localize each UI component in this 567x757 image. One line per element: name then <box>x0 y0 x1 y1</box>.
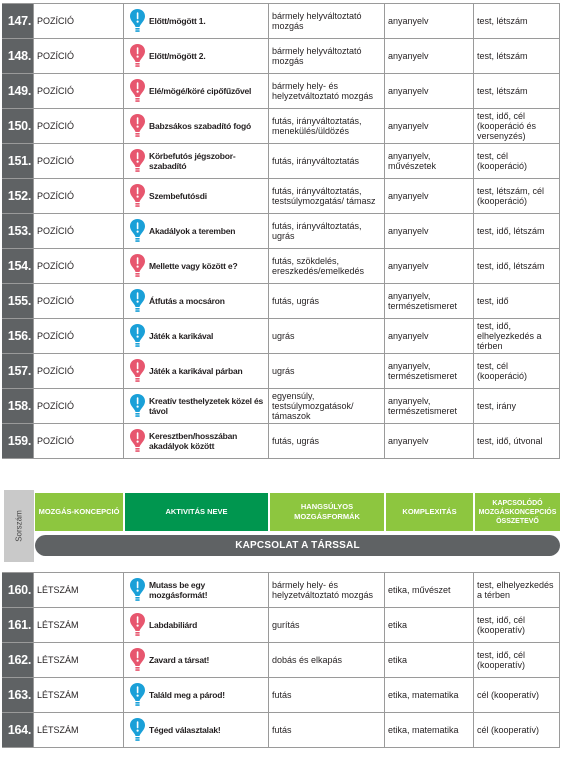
row-movement: bármely hely- és helyzetváltoztató mozgás <box>268 74 384 108</box>
row-number: 163. <box>2 678 33 712</box>
row-complexity: etika <box>384 643 473 677</box>
row-number: 148. <box>2 39 33 73</box>
table-row <box>2 354 560 389</box>
row-activity <box>123 573 268 607</box>
table-row <box>2 643 560 678</box>
row-activity <box>123 608 268 642</box>
row-complexity: anyanyelv <box>384 319 473 353</box>
row-movement: bármely helyváltoztató mozgás <box>268 39 384 73</box>
row-number: 152. <box>2 179 33 213</box>
activity-name: Kreatív testhelyzetek közel és távol <box>149 396 264 416</box>
row-goal: test, idő, cél (kooperatív) <box>473 608 560 642</box>
row-activity <box>123 74 268 108</box>
row-concept: POZÍCIÓ <box>33 109 123 143</box>
row-complexity: anyanyelv <box>384 179 473 213</box>
lightbulb-pink-icon <box>128 43 146 69</box>
row-complexity: etika <box>384 608 473 642</box>
row-movement: futás <box>268 713 384 747</box>
row-activity <box>123 4 268 38</box>
row-complexity: etika, matematika <box>384 713 473 747</box>
row-movement: ugrás <box>268 354 384 388</box>
table-row <box>2 144 560 179</box>
table-row <box>2 713 560 748</box>
lightbulb-pink-icon <box>128 78 146 104</box>
lightbulb-pink-icon <box>128 612 146 638</box>
row-complexity: anyanyelv <box>384 4 473 38</box>
row-movement: futás, szökdelés, ereszkedés/emelkedés <box>268 249 384 283</box>
table-row <box>2 678 560 713</box>
row-activity <box>123 319 268 353</box>
section-title-bar: KAPCSOLAT A TÁRSSAL <box>35 535 560 556</box>
row-complexity: etika, matematika <box>384 678 473 712</box>
row-activity <box>123 354 268 388</box>
activity-name: Mellette vagy között e? <box>149 261 238 271</box>
row-concept: POZÍCIÓ <box>33 319 123 353</box>
row-complexity: anyanyelv <box>384 249 473 283</box>
row-goal: test, idő, cél (kooperatív) <box>473 643 560 677</box>
row-goal: test, idő, elhelyezkedés a térben <box>473 319 560 353</box>
row-goal: cél (kooperatív) <box>473 713 560 747</box>
row-goal: cél (kooperatív) <box>473 678 560 712</box>
row-activity <box>123 284 268 318</box>
row-activity <box>123 179 268 213</box>
row-number: 158. <box>2 389 33 423</box>
row-movement: bármely hely- és helyzetváltoztató mozgás <box>268 573 384 607</box>
row-number: 150. <box>2 109 33 143</box>
row-activity <box>123 109 268 143</box>
activity-name: Szembefutósdi <box>149 191 207 201</box>
lightbulb-blue-icon <box>128 393 146 419</box>
row-goal: test, elhelyezkedés a térben <box>473 573 560 607</box>
sorszam-label: Sorszám <box>14 510 24 542</box>
lightbulb-pink-icon <box>128 647 146 673</box>
row-goal: test, irány <box>473 389 560 423</box>
row-number: 164. <box>2 713 33 747</box>
row-concept: LÉTSZÁM <box>33 643 123 677</box>
activity-name: Találd meg a párod! <box>149 690 225 700</box>
row-concept: LÉTSZÁM <box>33 678 123 712</box>
row-concept: LÉTSZÁM <box>33 573 123 607</box>
row-concept: POZÍCIÓ <box>33 144 123 178</box>
row-complexity: anyanyelv <box>384 424 473 458</box>
row-movement: bármely helyváltoztató mozgás <box>268 4 384 38</box>
activity-name: Mutass be egy mozgásformát! <box>149 580 208 600</box>
table-row <box>2 179 560 214</box>
row-complexity: anyanyelv <box>384 39 473 73</box>
table-row <box>2 424 560 459</box>
table-row <box>2 389 560 424</box>
table-row <box>2 4 560 39</box>
row-number: 149. <box>2 74 33 108</box>
row-movement: futás <box>268 678 384 712</box>
row-concept: POZÍCIÓ <box>33 284 123 318</box>
table-row <box>2 109 560 144</box>
header-movement: HANGSÚLYOS MOZGÁSFORMÁK <box>270 493 386 531</box>
row-complexity: anyanyelv <box>384 109 473 143</box>
activity-name: Előtt/mögött 1. <box>149 16 206 26</box>
row-number: 160. <box>2 573 33 607</box>
row-concept: POZÍCIÓ <box>33 354 123 388</box>
lightbulb-pink-icon <box>128 183 146 209</box>
row-number: 153. <box>2 214 33 248</box>
lightbulb-blue-icon <box>128 717 146 743</box>
lightbulb-pink-icon <box>128 148 146 174</box>
row-movement: futás, ugrás <box>268 424 384 458</box>
table-row <box>2 284 560 319</box>
table-row <box>2 319 560 354</box>
header-goal: KAPCSOLÓDÓ MOZGÁSKONCEPCIÓS ÖSSZETEVŐ <box>475 493 560 531</box>
row-movement: futás, irányváltoztatás <box>268 144 384 178</box>
row-movement: egyensúly, testsúlymozgatások/ támaszok <box>268 389 384 423</box>
row-movement: ugrás <box>268 319 384 353</box>
row-activity <box>123 389 268 423</box>
row-activity <box>123 424 268 458</box>
row-number: 151. <box>2 144 33 178</box>
row-complexity: anyanyelv, természetismeret <box>384 389 473 423</box>
header-complexity: KOMPLEXITÁS <box>386 493 475 531</box>
activity-name: Körbefutós jégszobor-szabadító <box>149 151 236 171</box>
table-row <box>2 573 560 608</box>
row-concept: POZÍCIÓ <box>33 179 123 213</box>
activity-table-bottom <box>2 572 560 748</box>
row-goal: test, idő, útvonal <box>473 424 560 458</box>
table-row <box>2 39 560 74</box>
activity-name: Babzsákos szabadító fogó <box>149 121 251 131</box>
row-number: 159. <box>2 424 33 458</box>
activity-table-top <box>2 3 560 459</box>
row-number: 161. <box>2 608 33 642</box>
table-row <box>2 74 560 109</box>
row-movement: gurítás <box>268 608 384 642</box>
table-row <box>2 214 560 249</box>
lightbulb-blue-icon <box>128 218 146 244</box>
row-movement: futás, irányváltoztatás, testsúlymozgatás/ támasz <box>268 179 384 213</box>
row-concept: POZÍCIÓ <box>33 389 123 423</box>
header-activity: AKTIVITÁS NEVE <box>125 493 270 531</box>
table-row <box>2 249 560 284</box>
row-movement: futás, ugrás <box>268 284 384 318</box>
row-goal: test, idő, cél (kooperáció és versenyzés) <box>473 109 560 143</box>
lightbulb-pink-icon <box>128 358 146 384</box>
row-number: 162. <box>2 643 33 677</box>
row-number: 156. <box>2 319 33 353</box>
row-goal: test, létszám <box>473 39 560 73</box>
lightbulb-blue-icon <box>128 577 146 603</box>
row-activity <box>123 678 268 712</box>
lightbulb-blue-icon <box>128 8 146 34</box>
activity-name: Átfutás a mocsáron <box>149 296 225 306</box>
row-complexity: anyanyelv, természetismeret <box>384 354 473 388</box>
activity-name: Előtt/mögött 2. <box>149 51 206 61</box>
activity-name: Labdabiliárd <box>149 620 198 630</box>
row-concept: POZÍCIÓ <box>33 249 123 283</box>
row-goal: test, idő <box>473 284 560 318</box>
row-movement: dobás és elkapás <box>268 643 384 677</box>
row-activity <box>123 214 268 248</box>
row-movement: futás, irányváltoztatás, ugrás <box>268 214 384 248</box>
row-activity <box>123 39 268 73</box>
sorszam-column-header <box>4 490 34 562</box>
row-concept: LÉTSZÁM <box>33 608 123 642</box>
activity-name: Játék a karikával párban <box>149 366 243 376</box>
row-activity <box>123 249 268 283</box>
row-concept: LÉTSZÁM <box>33 713 123 747</box>
row-goal: test, létszám <box>473 74 560 108</box>
activity-name: Téged választalak! <box>149 725 221 735</box>
lightbulb-pink-icon <box>128 428 146 454</box>
row-movement: futás, irányváltoztatás, menekülés/üldözés <box>268 109 384 143</box>
row-concept: POZÍCIÓ <box>33 39 123 73</box>
row-concept: POZÍCIÓ <box>33 4 123 38</box>
lightbulb-blue-icon <box>128 323 146 349</box>
row-complexity: anyanyelv, természetismeret <box>384 284 473 318</box>
row-concept: POZÍCIÓ <box>33 214 123 248</box>
row-activity <box>123 144 268 178</box>
row-goal: test, cél (kooperáció) <box>473 354 560 388</box>
lightbulb-pink-icon <box>128 253 146 279</box>
activity-name: Játék a karikával <box>149 331 214 341</box>
activity-name: Keresztben/hosszában akadályok között <box>149 431 238 451</box>
row-number: 147. <box>2 4 33 38</box>
activity-name: Akadályok a teremben <box>149 226 236 236</box>
activity-name: Elé/mögé/köré cipőfűzővel <box>149 86 252 96</box>
row-goal: test, idő, létszám <box>473 249 560 283</box>
activity-name: Zavard a társat! <box>149 655 210 665</box>
row-concept: POZÍCIÓ <box>33 424 123 458</box>
row-number: 154. <box>2 249 33 283</box>
lightbulb-pink-icon <box>128 113 146 139</box>
row-complexity: anyanyelv <box>384 214 473 248</box>
row-concept: POZÍCIÓ <box>33 74 123 108</box>
lightbulb-blue-icon <box>128 682 146 708</box>
row-activity <box>123 713 268 747</box>
table-header <box>4 490 560 562</box>
row-number: 155. <box>2 284 33 318</box>
header-concept: MOZGÁS-KONCEPCIÓ <box>35 493 125 531</box>
row-goal: test, idő, létszám <box>473 214 560 248</box>
row-goal: test, létszám <box>473 4 560 38</box>
row-number: 157. <box>2 354 33 388</box>
row-complexity: etika, művészet <box>384 573 473 607</box>
row-goal: test, cél (kooperáció) <box>473 144 560 178</box>
row-complexity: anyanyelv, művészetek <box>384 144 473 178</box>
row-goal: test, létszám, cél (kooperáció) <box>473 179 560 213</box>
lightbulb-blue-icon <box>128 288 146 314</box>
row-complexity: anyanyelv <box>384 74 473 108</box>
row-activity <box>123 643 268 677</box>
table-row <box>2 608 560 643</box>
